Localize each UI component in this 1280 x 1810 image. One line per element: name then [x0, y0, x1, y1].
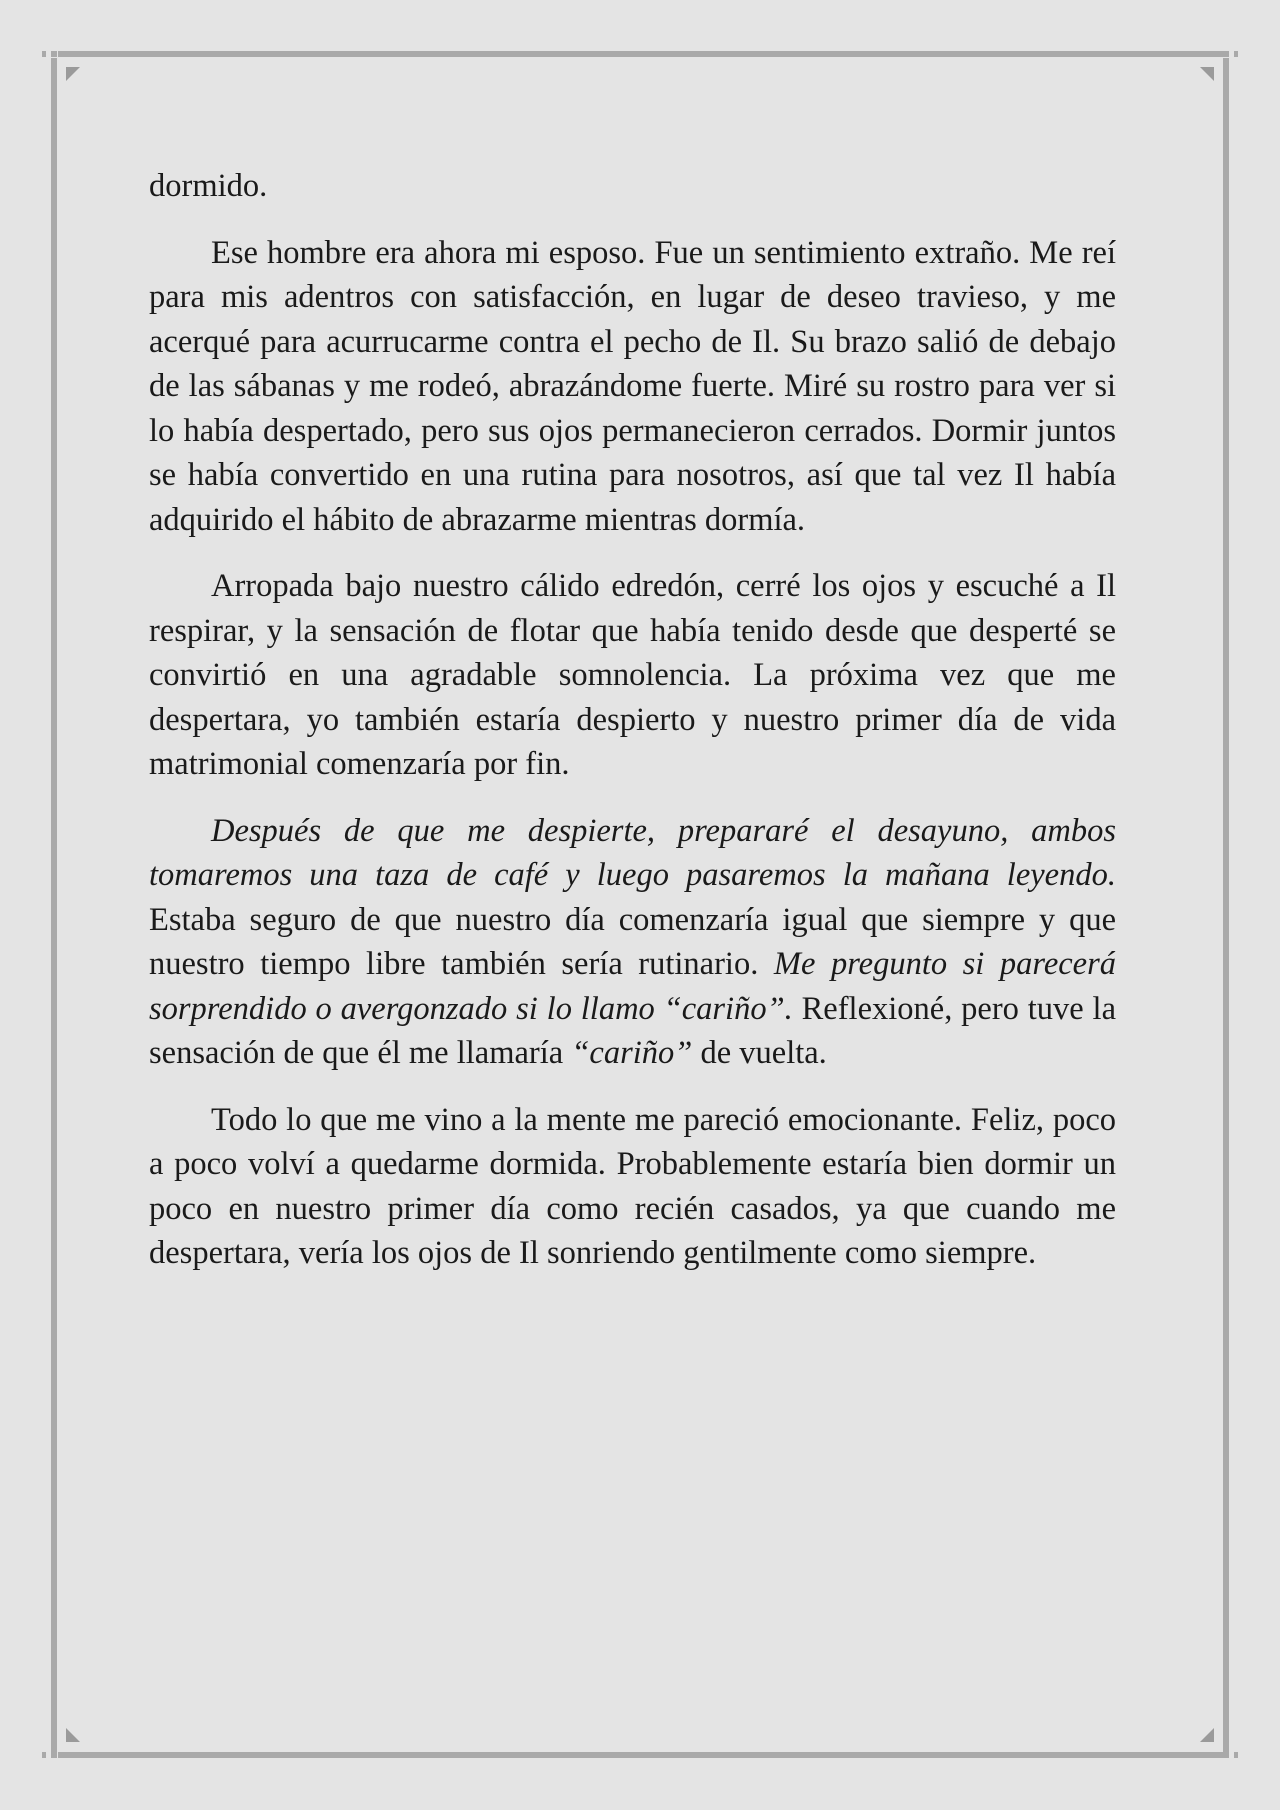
text-segment: Reflexioné, pero tuve la sensación de que él me llamaría — [149, 990, 1116, 1071]
text-segment: Ese hombre era ahora mi esposo. Fue un sentimiento extraño. Me reí para mis adentros con satisfacción, en lugar de deseo travieso, y me acerqué para acurrucarme contra el pecho de Il. Su brazo salió de debajo de las sábanas y me rodeó, abrazándome fuerte. Miré su rostro para ver si lo había despertado, pero sus ojos permanecieron cerrados. Dormir juntos se había convertido en una rutina para nosotros, así que tal vez Il había adquirido el hábito de abrazarme mientras dormía. — [149, 234, 1116, 538]
frame-ornament-dot — [1234, 51, 1238, 57]
frame-corner-dot-top-right — [1223, 51, 1229, 57]
italic-text-segment: “cariño” — [571, 1035, 693, 1071]
frame-corner-dot-top-left — [51, 51, 57, 57]
frame-border-left — [51, 58, 57, 1752]
frame-ornament-dot — [1234, 1752, 1238, 1758]
text-segment: Estaba seguro de que nuestro día comenzaría igual que siempre y que nuestro tiempo libre también sería rutinario. — [149, 901, 1116, 982]
corner-ornament-bottom-left — [66, 1728, 80, 1742]
frame-border-right — [1223, 58, 1229, 1752]
text-segment: Todo lo que me vino a la mente me pareció emocionante. Feliz, poco a poco volví a quedarme dormida. Probablemente estaría bien dormir un poco en nuestro primer día como recién casados, ya que cuando me despertara, vería los ojos de Il sonriendo gentilmente como siempre. — [149, 1101, 1116, 1271]
corner-ornament-bottom-right — [1200, 1728, 1214, 1742]
paragraph — [149, 164, 1116, 209]
frame-border-bottom — [58, 1752, 1223, 1758]
paragraph — [149, 1098, 1116, 1276]
italic-text-segment: Después de que me despierte, prepararé el desayuno, ambos tomaremos una taza de café y luego pasaremos la mañana leyendo. — [149, 812, 1116, 893]
page-body-text — [149, 164, 1116, 1298]
text-segment: Arropada bajo nuestro cálido edredón, cerré los ojos y escuché a Il respirar, y la sensación de flotar que había tenido desde que desperté se convirtió en una agradable somnolencia. La próxima vez que me despertara, yo también estaría despierto y nuestro primer día de vida matrimonial comenzaría por fin. — [149, 568, 1116, 782]
frame-corner-dot-bottom-right — [1223, 1752, 1229, 1758]
corner-ornament-top-left — [66, 67, 80, 81]
paragraph — [149, 231, 1116, 543]
paragraph — [149, 809, 1116, 1076]
paragraph — [149, 564, 1116, 787]
frame-ornament-dot — [42, 1752, 46, 1758]
text-segment: de vuelta. — [692, 1035, 827, 1071]
frame-corner-dot-bottom-left — [51, 1752, 57, 1758]
frame-ornament-dot — [42, 51, 46, 57]
frame-border-top — [58, 51, 1223, 57]
italic-text-segment: Me pregunto si parecerá sorprendido o avergonzado si lo llamo “cariño”. — [149, 946, 1117, 1027]
corner-ornament-top-right — [1200, 67, 1214, 81]
text-segment: dormido. — [149, 168, 268, 204]
